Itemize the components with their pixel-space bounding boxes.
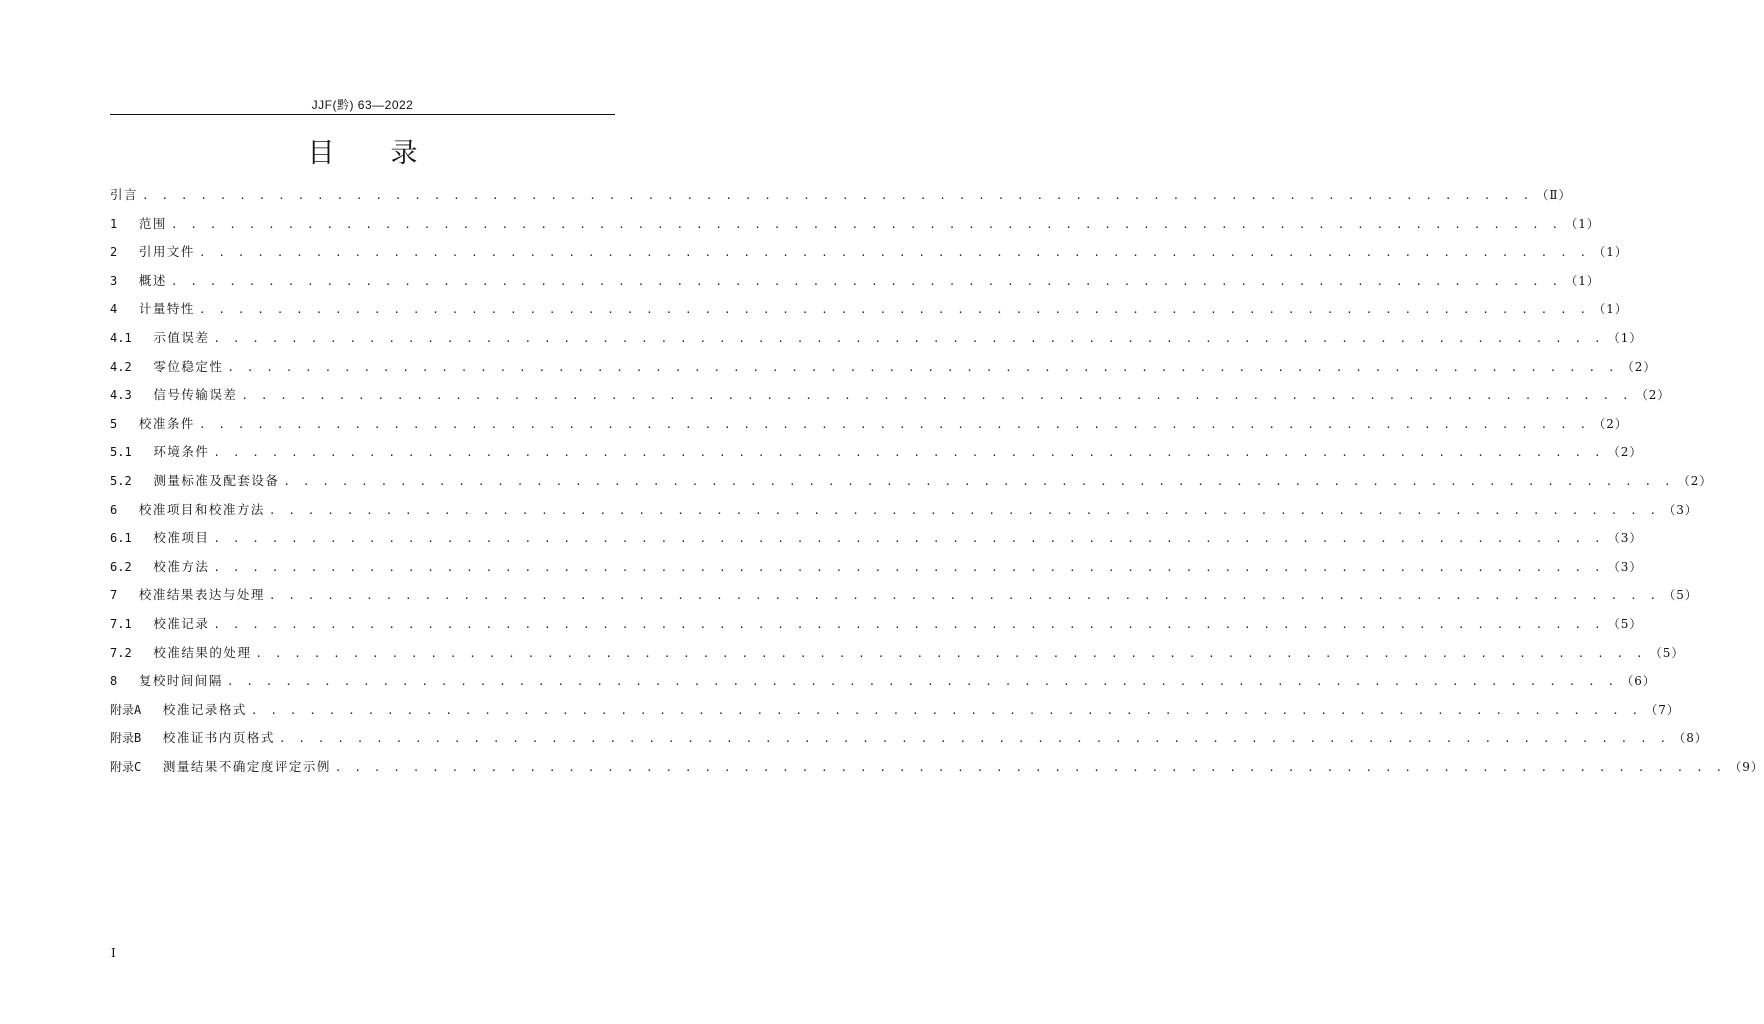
toc-dot-leader: . . . . . . . . . . . . . . . . . . . . . . . . . . . . . . . . . . . . . . . . . . . . . . . . . . . . . . . . . . . . . . . . . . . . . . . . <box>334 760 1726 774</box>
document-code-header: JJF(黔) 63—2022 <box>311 98 414 112</box>
header-divider <box>110 114 615 115</box>
toc-entry-title: 校准结果的处理 <box>153 644 252 660</box>
toc-dot-leader: . . . . . . . . . . . . . . . . . . . . . . . . . . . . . . . . . . . . . . . . . . . . . . . . . . . . . . . . . . . . . . . . . . . . . . . . <box>250 703 1642 717</box>
toc-entry-number: 3 <box>110 273 139 288</box>
toc-dot-leader: . . . . . . . . . . . . . . . . . . . . . . . . . . . . . . . . . . . . . . . . . . . . . . . . . . . . . . . . . . . . . . . . . . . . . . . . <box>213 446 1604 460</box>
toc-entry-page: （2） <box>1607 445 1643 460</box>
toc-entry[interactable] <box>110 238 1628 267</box>
toc-entry-number: 1 <box>110 216 139 231</box>
toc-entry-page: （5） <box>1607 616 1643 631</box>
toc-entry-page: （2） <box>1621 359 1657 374</box>
toc-entry-page: （3） <box>1607 531 1643 546</box>
toc-entry-page: （1） <box>1565 216 1600 231</box>
toc-entry-title: 信号传输误差 <box>153 387 238 403</box>
toc-entry-page: （2） <box>1677 473 1713 488</box>
toc-entry[interactable] <box>110 295 1628 324</box>
toc-dot-leader: . . . . . . . . . . . . . . . . . . . . . . . . . . . . . . . . . . . . . . . . . . . . . . . . . . . . . . . . . . . . . . . . . . . . . . . . <box>268 503 1660 517</box>
toc-entry-number: 7 <box>110 588 139 603</box>
toc-dot-leader: . . . . . . . . . . . . . . . . . . . . . . . . . . . . . . . . . . . . . . . . . . . . . . . . . . . . . . . . . . . . . . . . . . . . . . . . <box>213 617 1604 631</box>
toc-dot-leader: . . . . . . . . . . . . . . . . . . . . . . . . . . . . . . . . . . . . . . . . . . . . . . . . . . . . . . . . . . . . . . . . . . . . . . . . <box>213 532 1604 546</box>
toc-dot-leader: . . . . . . . . . . . . . . . . . . . . . . . . . . . . . . . . . . . . . . . . . . . . . . . . . . . . . . . . . . . . . . . . . . . . . . . . <box>255 646 1646 660</box>
toc-entry-title: 引用文件 <box>138 244 195 260</box>
toc-dot-leader: . . . . . . . . . . . . . . . . . . . . . . . . . . . . . . . . . . . . . . . . . . . . . . . . . . . . . . . . . . . . . . . . . . . . . . . . <box>142 189 1533 202</box>
toc-entry-title: 校准方法 <box>153 558 210 574</box>
toc-entry[interactable] <box>110 210 1600 239</box>
toc-entry[interactable] <box>110 410 1628 439</box>
toc-dot-leader: . . . . . . . . . . . . . . . . . . . . . . . . . . . . . . . . . . . . . . . . . . . . . . . . . . . . . . . . . . . . . . . . . . . . . . . . <box>170 217 1562 231</box>
toc-entry-title: 测量结果不确定度评定示例 <box>162 758 331 774</box>
toc-entry-number: 附录C <box>110 759 163 774</box>
toc-dot-leader: . . . . . . . . . . . . . . . . . . . . . . . . . . . . . . . . . . . . . . . . . . . . . . . . . . . . . . . . . . . . . . . . . . . . . . . . <box>268 589 1660 603</box>
toc-entry-number: 5.2 <box>110 473 154 488</box>
toc-entry-title: 环境条件 <box>153 444 210 460</box>
toc-entry-title: 引言 <box>110 187 139 202</box>
toc-entry[interactable] <box>110 553 1643 582</box>
toc-entry[interactable] <box>110 753 1764 782</box>
toc-entry-number: 5 <box>110 416 139 431</box>
toc-dot-leader: . . . . . . . . . . . . . . . . . . . . . . . . . . . . . . . . . . . . . . . . . . . . . . . . . . . . . . . . . . . . . . . . . . . . . . . . <box>241 389 1632 403</box>
toc-entry-number: 4.2 <box>110 359 154 374</box>
toc-entry[interactable] <box>110 181 1572 210</box>
toc-entry[interactable] <box>110 381 1671 410</box>
toc-entry-number: 4.1 <box>110 330 154 345</box>
toc-dot-leader: . . . . . . . . . . . . . . . . . . . . . . . . . . . . . . . . . . . . . . . . . . . . . . . . . . . . . . . . . . . . . . . . . . . . . . . . <box>198 246 1590 260</box>
toc-entry-number: 4 <box>110 302 139 317</box>
toc-entry-number: 附录A <box>110 702 163 717</box>
title-char-2: 录 <box>390 138 418 169</box>
toc-entry-number: 附录B <box>110 731 163 746</box>
toc-entry-page: （6） <box>1621 674 1656 689</box>
toc-entry-page: （2） <box>1593 416 1628 431</box>
toc-entry-number: 7.2 <box>110 645 154 660</box>
toc-entry-title: 校准记录格式 <box>162 701 247 717</box>
toc-entry-title: 校准结果表达与处理 <box>138 587 265 603</box>
toc-dot-leader: . . . . . . . . . . . . . . . . . . . . . . . . . . . . . . . . . . . . . . . . . . . . . . . . . . . . . . . . . . . . . . . . . . . . . . . . <box>227 360 1618 374</box>
toc-entry-title: 测量标准及配套设备 <box>153 472 280 488</box>
toc-entry-page: （3） <box>1663 502 1698 517</box>
toc-entry-page: （1） <box>1593 245 1628 260</box>
toc-entry-page: （3） <box>1607 559 1643 574</box>
toc-dot-leader: . . . . . . . . . . . . . . . . . . . . . . . . . . . . . . . . . . . . . . . . . . . . . . . . . . . . . . . . . . . . . . . . . . . . . . . . <box>198 417 1590 431</box>
toc-dot-leader: . . . . . . . . . . . . . . . . . . . . . . . . . . . . . . . . . . . . . . . . . . . . . . . . . . . . . . . . . . . . . . . . . . . . . . . . <box>198 303 1590 317</box>
toc-entry[interactable] <box>110 524 1643 553</box>
toc-dot-leader: . . . . . . . . . . . . . . . . . . . . . . . . . . . . . . . . . . . . . . . . . . . . . . . . . . . . . . . . . . . . . . . . . . . . . . . . <box>170 274 1562 288</box>
toc-entry[interactable] <box>110 467 1713 496</box>
toc-entry-page: （8） <box>1673 731 1708 746</box>
toc-entry-number: 6.1 <box>110 531 154 546</box>
toc-entry-page: （7） <box>1645 702 1680 717</box>
toc-entry-number: 5.1 <box>110 445 154 460</box>
toc-entry-title: 复校时间间隔 <box>138 673 223 689</box>
toc-entry-page: （9） <box>1729 759 1764 774</box>
toc-entry-page: （5） <box>1649 645 1685 660</box>
toc-entry-page: （2） <box>1635 388 1671 403</box>
toc-dot-leader: . . . . . . . . . . . . . . . . . . . . . . . . . . . . . . . . . . . . . . . . . . . . . . . . . . . . . . . . . . . . . . . . . . . . . . . . <box>226 675 1618 689</box>
toc-entry-number: 2 <box>110 245 139 260</box>
toc-entry-number: 4.3 <box>110 388 154 403</box>
page-title <box>110 136 615 172</box>
toc-entry-title: 零位稳定性 <box>153 358 224 374</box>
toc-entry-page: （1） <box>1593 302 1628 317</box>
toc-entry-number: 6 <box>110 502 139 517</box>
toc-dot-leader: . . . . . . . . . . . . . . . . . . . . . . . . . . . . . . . . . . . . . . . . . . . . . . . . . . . . . . . . . . . . . . . . . . . . . . . . <box>213 331 1604 345</box>
toc-entry[interactable] <box>110 438 1643 467</box>
toc-entry-title: 计量特性 <box>138 301 195 317</box>
toc-entry-title: 校准证书内页格式 <box>162 730 275 746</box>
toc-entry-title: 校准项目 <box>153 530 210 546</box>
toc-entry-title: 概述 <box>138 272 167 288</box>
toc-entry-page: （1） <box>1607 330 1643 345</box>
toc-entry-title: 校准条件 <box>138 415 195 431</box>
page-number: I <box>111 946 116 960</box>
toc-entry-title: 校准记录 <box>153 615 210 631</box>
toc-dot-leader: . . . . . . . . . . . . . . . . . . . . . . . . . . . . . . . . . . . . . . . . . . . . . . . . . . . . . . . . . . . . . . . . . . . . . . . . <box>278 732 1670 746</box>
toc-entry-title: 示值误差 <box>153 329 210 345</box>
toc-dot-leader: . . . . . . . . . . . . . . . . . . . . . . . . . . . . . . . . . . . . . . . . . . . . . . . . . . . . . . . . . . . . . . . . . . . . . . . . <box>283 474 1674 488</box>
toc-entry[interactable] <box>110 496 1698 525</box>
toc-entry-page: （1） <box>1565 273 1600 288</box>
toc-entry[interactable] <box>110 639 1685 668</box>
toc-entry[interactable] <box>110 724 1708 753</box>
toc-entry[interactable] <box>110 267 1600 296</box>
toc-entry-page: （5） <box>1663 588 1698 603</box>
toc-dot-leader: . . . . . . . . . . . . . . . . . . . . . . . . . . . . . . . . . . . . . . . . . . . . . . . . . . . . . . . . . . . . . . . . . . . . . . . . <box>213 560 1604 574</box>
toc-entry[interactable] <box>110 610 1643 639</box>
toc-entry[interactable] <box>110 353 1657 382</box>
toc-entry-number: 7.1 <box>110 616 154 631</box>
toc-entry-number: 6.2 <box>110 559 154 574</box>
toc-entry[interactable] <box>110 667 1656 696</box>
toc-entry[interactable] <box>110 581 1698 610</box>
toc-entry-number: 8 <box>110 674 139 689</box>
toc-entry[interactable] <box>110 324 1643 353</box>
toc-entry-page: （Ⅱ） <box>1536 188 1572 202</box>
toc-entry[interactable] <box>110 696 1680 725</box>
title-char-1: 目 <box>307 138 335 169</box>
toc-entry-title: 校准项目和校准方法 <box>138 501 265 517</box>
table-of-contents <box>110 181 1764 781</box>
toc-entry-title: 范围 <box>138 215 167 231</box>
